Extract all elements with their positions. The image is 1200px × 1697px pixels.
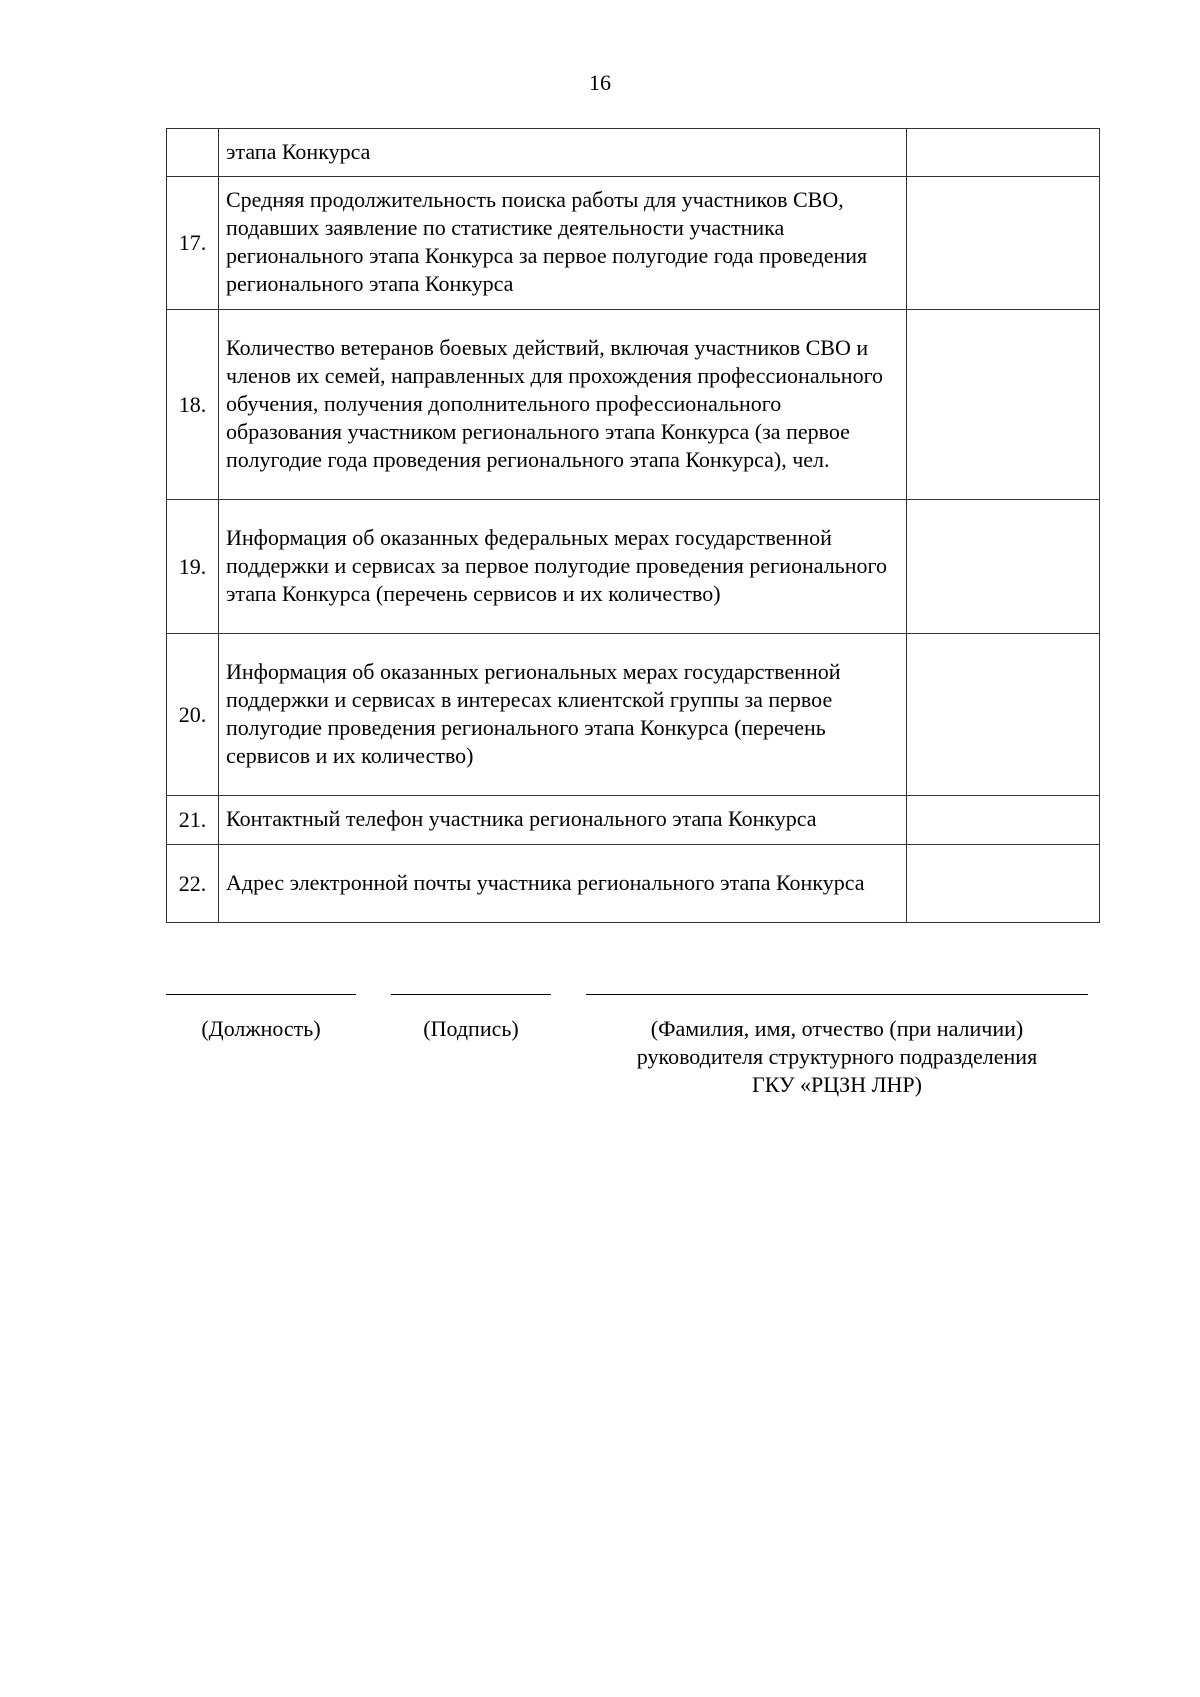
position-caption: (Должность) [201,1016,321,1041]
table-row [167,500,1100,634]
row-value-cell [907,634,1100,796]
row-number: 22. [167,845,219,923]
row-value-cell [907,500,1100,634]
row-number: 17. [167,177,219,310]
table-row [167,634,1100,796]
row-description: Средняя продолжительность поиска работы для участников СВО, подавших заявление по статистике деятельности участника регионального этапа Конкурса за первое полугодие года проведения регионального этапа Конкурса [219,177,907,310]
row-description: Количество ветеранов боевых действий, включая участников СВО и членов их семей, направленных для прохождения профессионального обучения, получения дополнительного профессионального образования участником регионального этапа Конкурса (за первое полугодие года проведения регионального этапа Конкурса), чел. [219,310,907,500]
row-value-cell [907,177,1100,310]
table-row [167,796,1100,845]
row-value-cell [907,310,1100,500]
name-caption-line3: ГКУ «РЦЗН ЛНР) [752,1072,922,1097]
name-caption [586,1015,1088,1099]
name-line [586,994,1088,995]
signature-block [0,994,1200,1134]
signature-caption: (Подпись) [423,1016,519,1041]
row-number: 19. [167,500,219,634]
table-row [167,129,1100,177]
row-number [167,129,219,177]
position-line [166,994,356,995]
row-number: 21. [167,796,219,845]
row-value-cell [907,796,1100,845]
row-value-cell [907,845,1100,923]
name-caption-line1: (Фамилия, имя, отчество (при наличии) [650,1016,1024,1041]
row-description: Контактный телефон участника регионального этапа Конкурса [219,796,907,845]
signature-line [391,994,551,995]
row-description: Адрес электронной почты участника регионального этапа Конкурса [219,845,907,923]
form-table [166,128,1100,923]
row-description: Информация об оказанных региональных мерах государственной поддержки и сервисах в интересах клиентской группы за первое полугодие проведения регионального этапа Конкурса (перечень сервисов и их количество) [219,634,907,796]
row-number: 18. [167,310,219,500]
page-number: 16 [589,70,611,95]
row-description: этапа Конкурса [219,129,907,177]
row-description: Информация об оказанных федеральных мерах государственной поддержки и сервисах за первое полугодие проведения регионального этапа Конкурса (перечень сервисов и их количество) [219,500,907,634]
table-row [167,310,1100,500]
name-caption-line2: руководителя структурного подразделения [636,1044,1038,1069]
table-row [167,845,1100,923]
row-number: 20. [167,634,219,796]
table-row [167,177,1100,310]
row-value-cell [907,129,1100,177]
